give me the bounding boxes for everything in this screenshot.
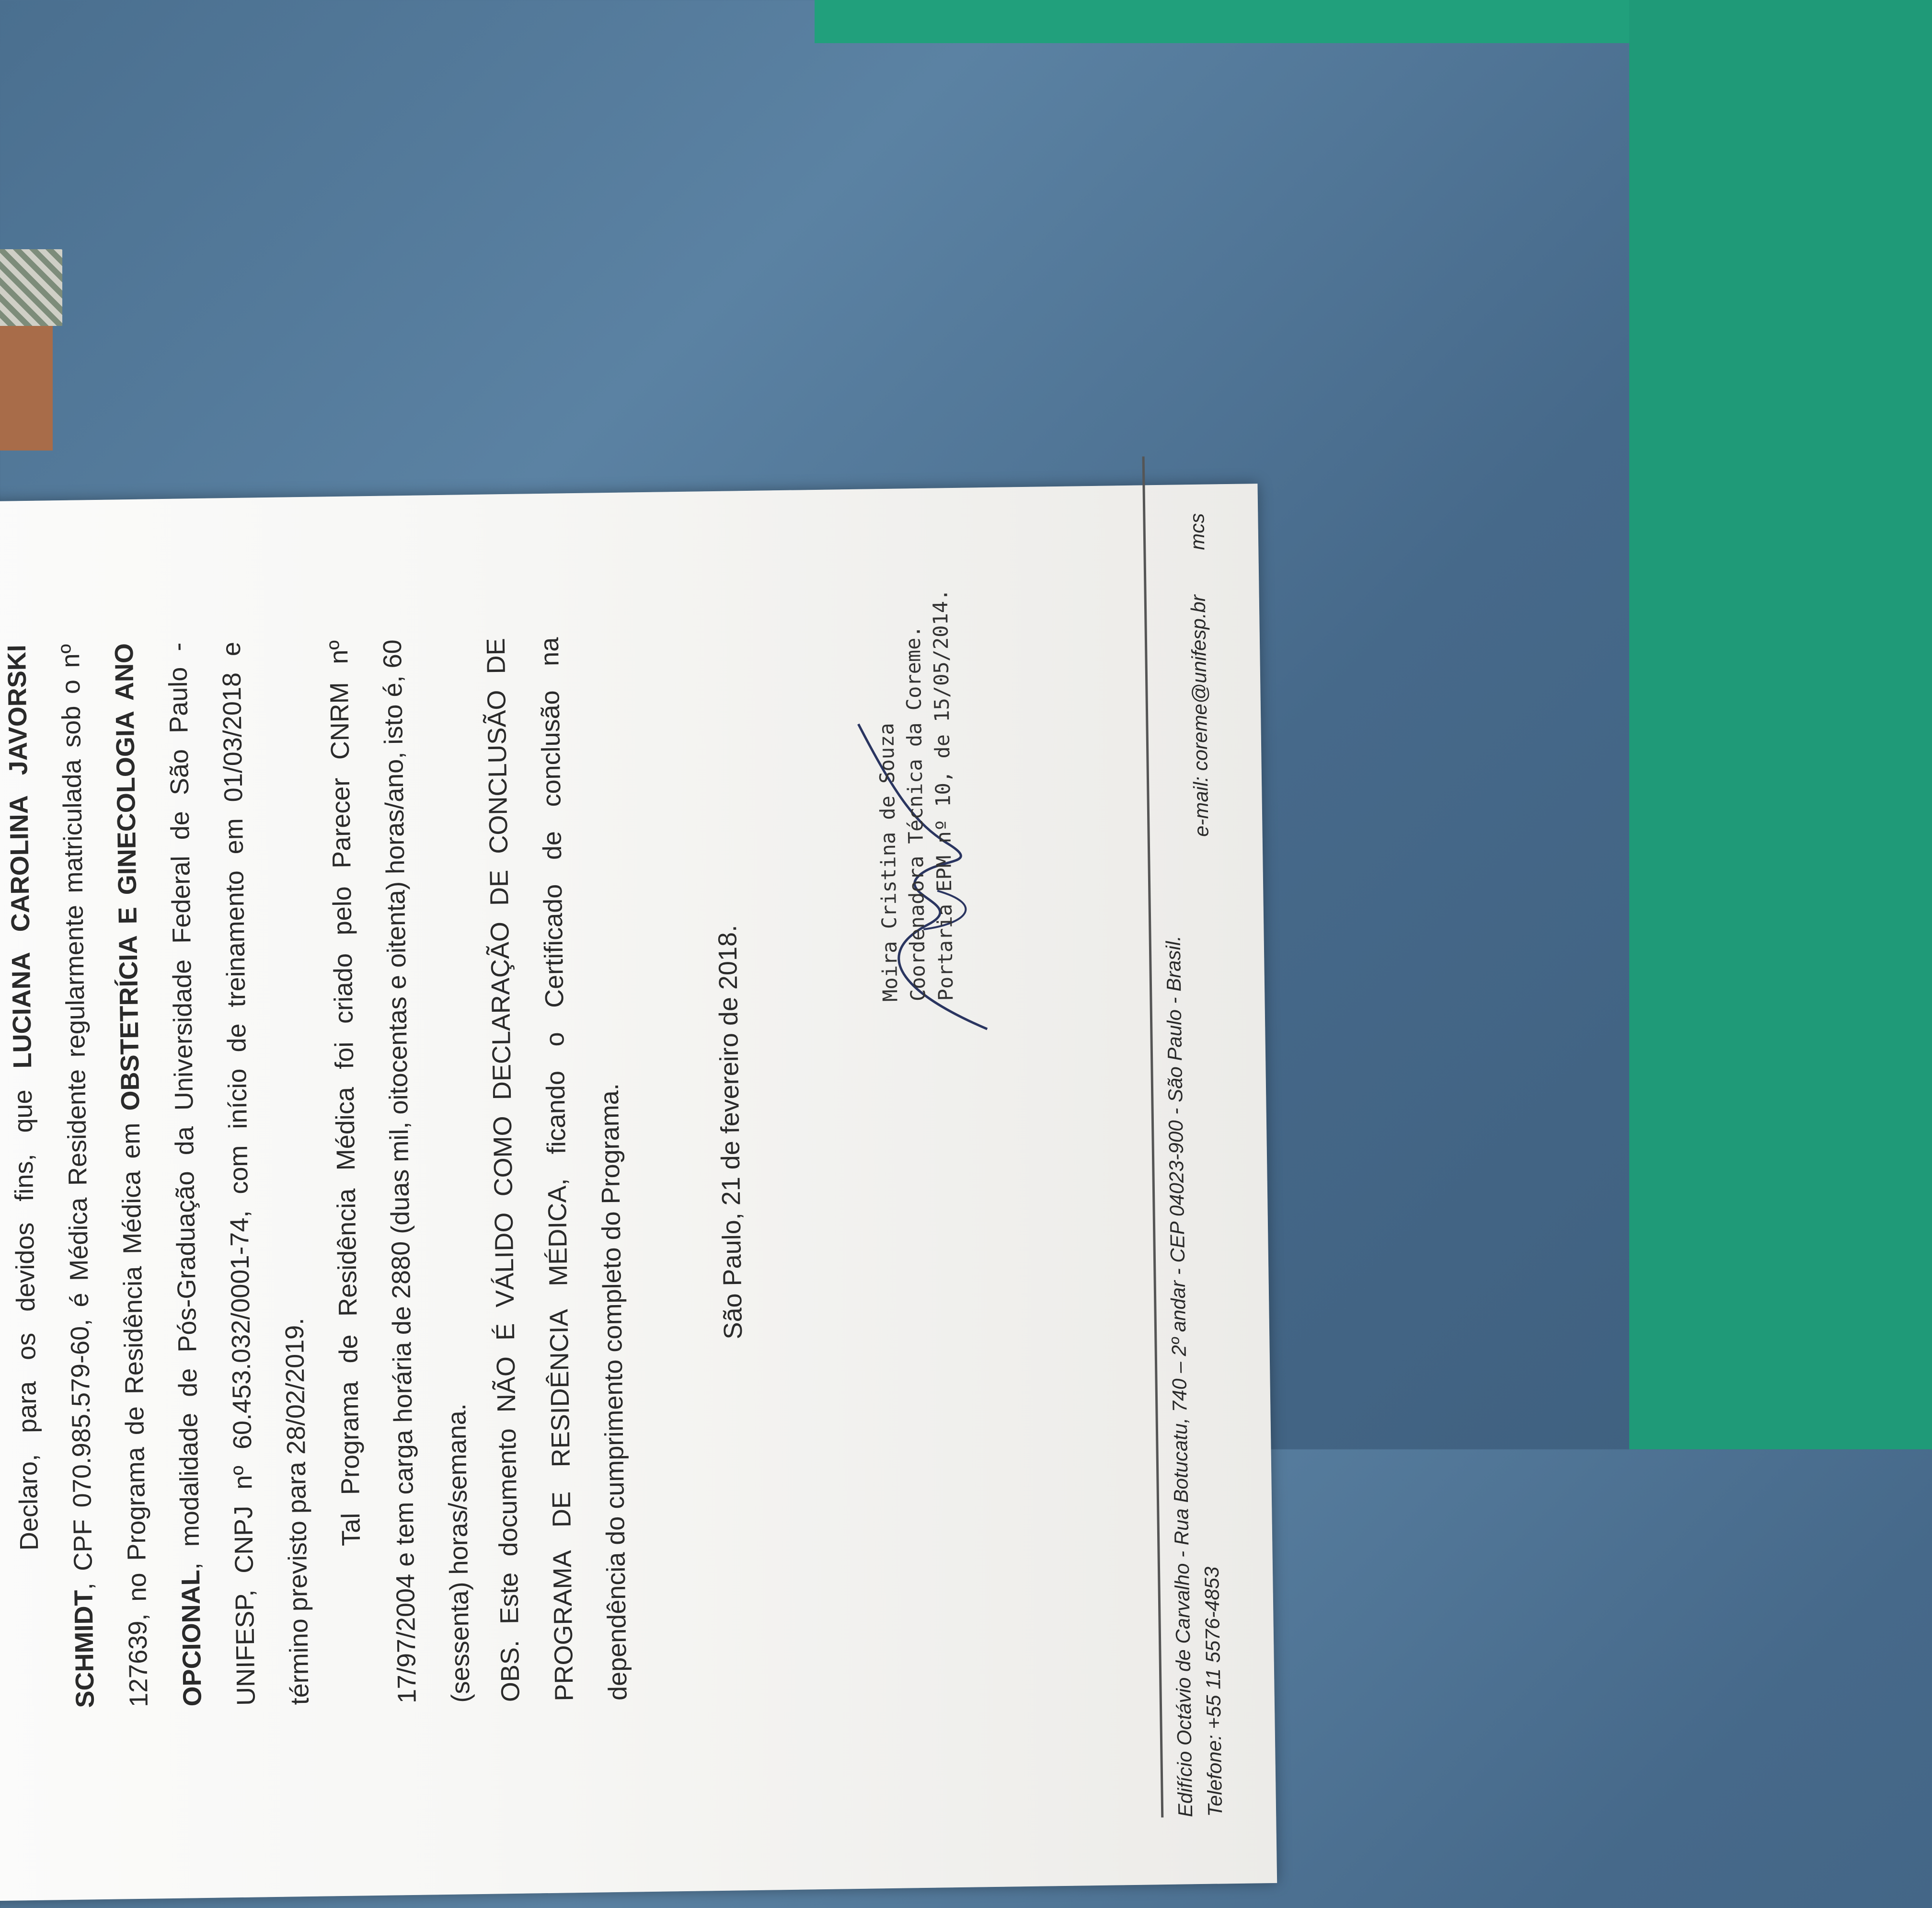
- p1-text-c: , modalidade de Pós-Graduação da Universidade Federal de São Paulo - UNIFESP, CNPJ nº 60.453.032/0001-74, com início de treinamento em 01/03/2018 e término previsto para 28/02/2019.: [163, 641, 314, 1706]
- signer-role: Coordenadora Técnica da Coreme.: [901, 625, 930, 1002]
- declaration-body: [0, 638, 488, 1709]
- footer-phone: Telefone: +55 11 5576-4853: [1200, 1566, 1227, 1817]
- p1-text-a: Declaro, para os devidos fins, que: [8, 1068, 44, 1551]
- footer-address: Edifício Octávio de Carvalho - Rua Botucatu, 740 – 2º andar - CEP 04023-900 - São Paulo - Brasil.: [1162, 935, 1197, 1817]
- footer-email: e-mail: coreme@unifesp.br mcs: [1185, 513, 1213, 837]
- observation-note: OBS. Este documento NÃO É VÁLIDO COMO DECLARAÇÃO DE CONCLUSÃO DE PROGRAMA DE RESIDÊNCIA MÉDICA, ficando o Certificado de conclusão na dependência do cumprimento completo do Programa.: [481, 637, 632, 1702]
- background-wood: [0, 326, 53, 451]
- program-name: OBSTETRÍCIA E GINECOLOGIA ANO OPCIONAL: [109, 643, 207, 1707]
- resident-name: LUCIANA CAROLINA JAVORSKI SCHMIDT: [2, 644, 100, 1708]
- signer-portaria: Portaria EPM nº 10, de 15/05/2014.: [928, 589, 958, 1001]
- signer-name: Moira Cristina de Souza: [874, 723, 902, 1002]
- p1-text-b: , CPF 070.985.579-60, é Médica Residente regularmente matriculada sob o nº 127639, no Programa de Residência Médica em: [56, 644, 153, 1708]
- background-fabric: [0, 249, 62, 326]
- footer: [1152, 455, 1230, 1817]
- document-date: São Paulo, 21 de fevereiro de 2018.: [713, 925, 748, 1340]
- paragraph-1: [0, 641, 327, 1709]
- footer-initials: mcs: [1185, 513, 1209, 551]
- signature-block: [871, 589, 960, 1002]
- declaration-document: [0, 484, 1277, 1908]
- background-teal: [1629, 0, 1932, 1449]
- paragraph-2: Tal Programa de Residência Médica foi criado pelo Parecer CNRM nº 17/97/2004 e tem carga horária de 2880 (duas mil, oitocentas e oitenta) horas/ano, isto é, 60 (sessenta) horas/semana.: [324, 639, 475, 1704]
